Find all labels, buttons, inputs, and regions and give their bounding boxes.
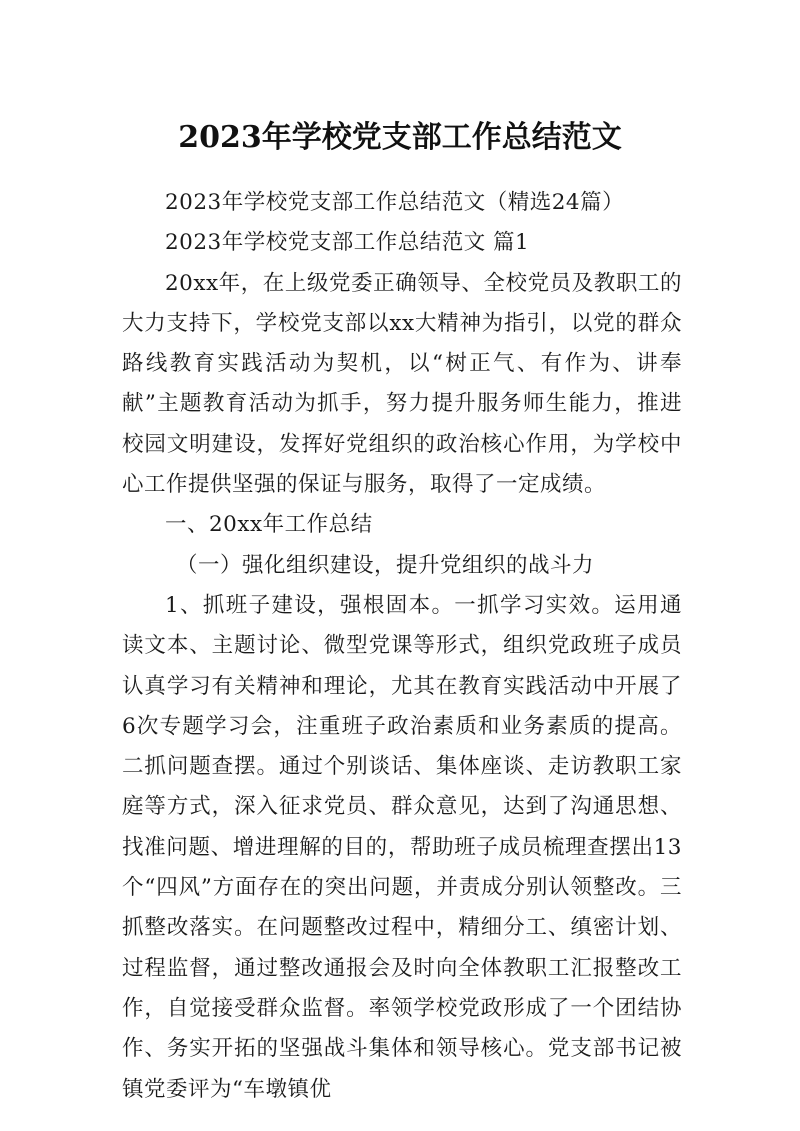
article-heading: 2023年学校党支部工作总结范文 篇1 xyxy=(165,230,530,256)
subsection-heading: （一）强化组织建设，提升党组织的战斗力 xyxy=(176,552,595,578)
document-body xyxy=(122,183,682,1110)
intro-paragraph: 20xx年，在上级党委正确领导、全校党员及教职工的大力支持下，学校党支部以xx大精神为指引，以党的群众路线教育实践活动为契机，以“树正气、有作为、讲奉献”主题教育活动为抓手，努力提升服务师生能力，推进校园文明建设，发挥好党组织的政治核心作用，为学校中心工作提供坚强的保证与服务，取得了一定成绩。 xyxy=(122,270,682,498)
collection-heading: 2023年学校党支部工作总结范文（精选24篇） xyxy=(165,190,625,215)
section-heading: 一、20xx年工作总结 xyxy=(165,512,373,538)
body-paragraph: 1、抓班子建设，强根固本。一抓学习实效。运用通读文本、主题讨论、微型党课等形式，组织党政班子成员认真学习有关精神和理论，尤其在教育实践活动中开展了6次专题学习会，注重班子政治素质和业务素质的提高。二抓问题查摆。通过个别谈话、集体座谈、走访教职工家庭等方式，深入征求党员、群众意见，达到了沟通思想、找准问题、增进理解的目的，帮助班子成员梳理查摆出13个“四风”方面存在的突出问题，并责成分别认领整改。三抓整改落实。在问题整改过程中，精细分工、缜密计划、过程监督，通过整改通报会及时向全体教职工汇报整改工作，自觉接受群众监督。率领学校党政形成了一个团结协作、务实开拓的坚强战斗集体和领导核心。党支部书记被镇党委评为“车墩镇优 xyxy=(122,592,682,1102)
document-title: 2023年学校党支部工作总结范文 xyxy=(178,120,622,156)
